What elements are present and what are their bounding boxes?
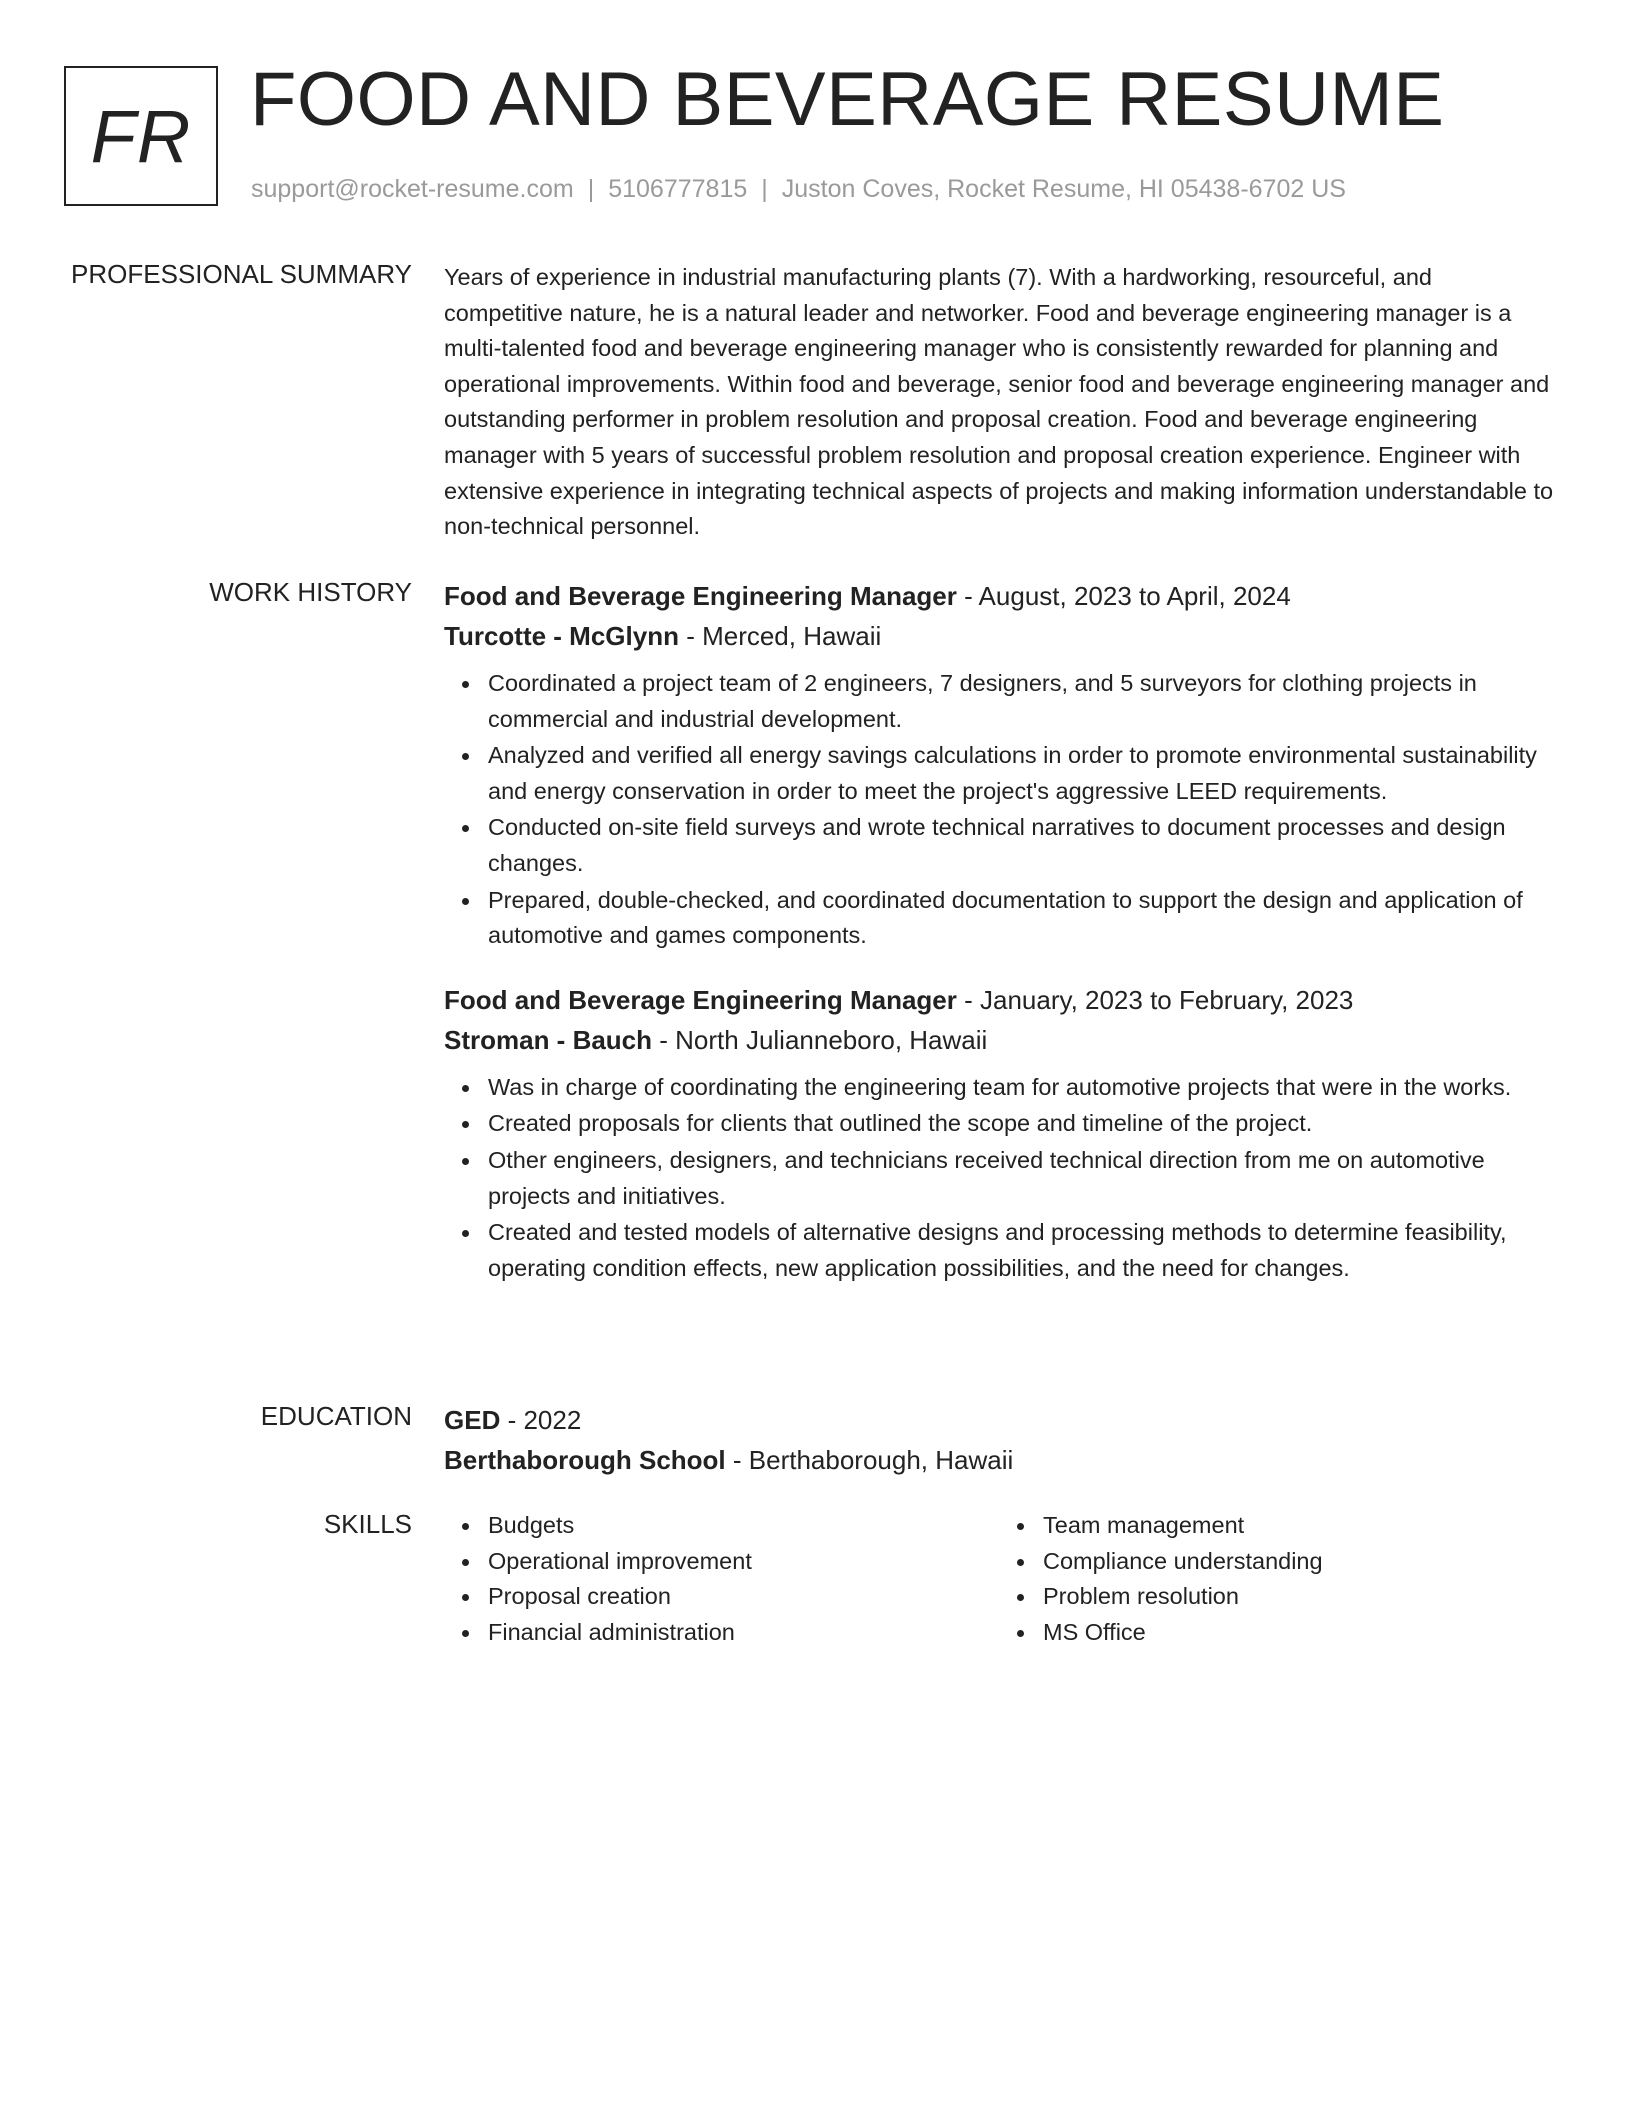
job-entry bbox=[444, 576, 1554, 954]
skill-item: Operational improvement bbox=[488, 1544, 999, 1580]
job-company-line bbox=[444, 1020, 1554, 1060]
summary-heading: PROFESSIONAL SUMMARY bbox=[71, 259, 412, 289]
job-title: Food and Beverage Engineering Manager bbox=[444, 581, 957, 611]
job-bullets bbox=[444, 666, 1554, 954]
contact-separator: | bbox=[761, 175, 768, 203]
summary-body bbox=[444, 258, 1554, 545]
education-degree: GED bbox=[444, 1405, 501, 1435]
skill-item: Team management bbox=[1043, 1508, 1554, 1544]
job-company-line bbox=[444, 616, 1554, 656]
skill-item: Problem resolution bbox=[1043, 1579, 1554, 1615]
contact-line bbox=[251, 174, 1346, 204]
job-bullet: Created proposals for clients that outlined the scope and timeline of the project. bbox=[488, 1106, 1554, 1142]
skill-item: Financial administration bbox=[488, 1615, 999, 1651]
job-bullet: Was in charge of coordinating the engineering team for automotive projects that were in the works. bbox=[488, 1070, 1554, 1106]
skills-grid bbox=[444, 1508, 1554, 1650]
education-school: Berthaborough School bbox=[444, 1445, 726, 1475]
skill-item: MS Office bbox=[1043, 1615, 1554, 1651]
job-bullet: Conducted on-site field surveys and wrote technical narratives to document processes and design changes. bbox=[488, 810, 1554, 881]
education-school-line bbox=[444, 1440, 1554, 1480]
job-bullet: Prepared, double-checked, and coordinated documentation to support the design and application of automotive and games components. bbox=[488, 883, 1554, 954]
monogram-text: FR bbox=[90, 94, 192, 178]
contact-phone: 5106777815 bbox=[608, 175, 748, 203]
resume-title: FOOD AND BEVERAGE RESUME bbox=[250, 57, 1445, 142]
work-history-body bbox=[444, 576, 1554, 1287]
skill-item: Budgets bbox=[488, 1508, 999, 1544]
contact-separator: | bbox=[587, 175, 595, 203]
education-location: - Berthaborough, Hawaii bbox=[725, 1445, 1014, 1475]
job-company: Stroman - Bauch bbox=[444, 1024, 653, 1055]
job-bullets bbox=[444, 1070, 1554, 1287]
job-bullet: Created and tested models of alternative designs and processing methods to determine feasibility, operating condition effects, new application possibilities, and the need for changes. bbox=[488, 1215, 1554, 1286]
job-bullet: Analyzed and verified all energy savings calculations in order to promote environmental sustainability and energy conservation in order to meet the project's aggressive LEED requirements. bbox=[488, 738, 1554, 809]
education-heading: EDUCATION bbox=[260, 1401, 412, 1431]
education-body bbox=[444, 1400, 1554, 1480]
monogram-logo bbox=[64, 66, 218, 206]
job-entry bbox=[444, 980, 1554, 1287]
job-bullet: Other engineers, designers, and technicians received technical direction from me on automotive projects and initiatives. bbox=[488, 1143, 1554, 1214]
summary-text: Years of experience in industrial manufacturing plants (7). With a hardworking, resourceful, and competitive nature, he is a natural leader and networker. Food and beverage engineering manager is a multi-talented food and beverage engineering manager who is consistently rewarded for planning and operational improvements. Within food and beverage, senior food and beverage engineering manager and outstanding performer in problem resolution and proposal creation. Food and beverage engineering manager with 5 years of successful problem resolution and proposal creation experience. Engineer with extensive experience in integrating technical aspects of projects and making information understandable to non-technical personnel. bbox=[444, 264, 1554, 540]
work-history-heading: WORK HISTORY bbox=[209, 577, 412, 607]
contact-address: Juston Coves, Rocket Resume, HI 05438-6702 US bbox=[781, 175, 1346, 203]
skill-item: Proposal creation bbox=[488, 1579, 999, 1615]
skills-column-left bbox=[444, 1508, 999, 1650]
education-year: - 2022 bbox=[500, 1405, 582, 1435]
contact-email: support@rocket-resume.com bbox=[251, 175, 574, 203]
skills-heading: SKILLS bbox=[323, 1509, 412, 1539]
skills-body bbox=[444, 1508, 1554, 1650]
job-company: Turcotte - McGlynn bbox=[444, 621, 679, 651]
job-location: - Merced, Hawaii bbox=[678, 621, 882, 651]
skills-column-right bbox=[999, 1508, 1554, 1650]
job-dates: - January, 2023 to February, 2023 bbox=[956, 984, 1354, 1015]
job-title: Food and Beverage Engineering Manager bbox=[444, 984, 957, 1015]
education-degree-line bbox=[444, 1400, 1554, 1440]
job-location: - North Julianneboro, Hawaii bbox=[652, 1024, 988, 1055]
job-dates: - August, 2023 to April, 2024 bbox=[956, 581, 1291, 611]
skill-item: Compliance understanding bbox=[1043, 1544, 1554, 1580]
job-bullet: Coordinated a project team of 2 engineers, 7 designers, and 5 surveyors for clothing projects in commercial and industrial development. bbox=[488, 666, 1554, 737]
job-title-line bbox=[444, 576, 1554, 616]
job-title-line bbox=[444, 980, 1554, 1020]
